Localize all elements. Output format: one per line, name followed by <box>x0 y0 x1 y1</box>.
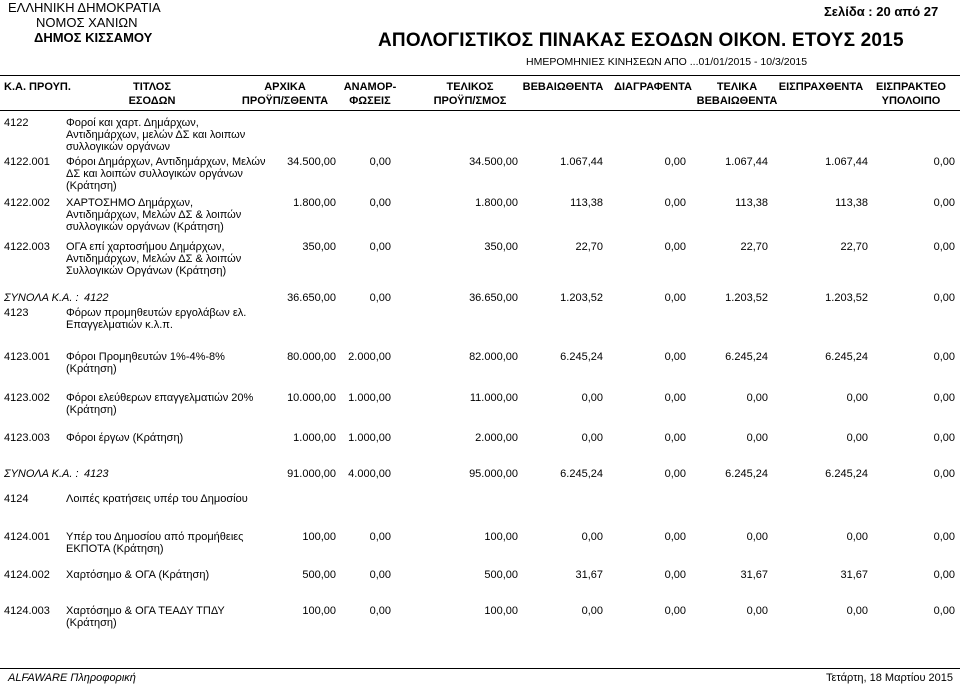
cell-remaining: 0,00 <box>933 292 955 304</box>
cell-certified: 0,00 <box>581 531 603 543</box>
cell-remaining: 0,00 <box>933 531 955 543</box>
cell-collected: 1.067,44 <box>825 156 868 168</box>
cell-adjustments: 0,00 <box>369 197 391 209</box>
cell-certified: 0,00 <box>581 605 603 617</box>
row-code: 4124.002 <box>4 569 50 581</box>
row-description: Λοιπές κρατήσεις υπέρ του Δημοσίου <box>66 493 248 505</box>
row-description: Υπέρ του Δημοσίου από προμήθειες ΕΚΠΟΤΑ (Κράτηση) <box>66 531 244 555</box>
col-initial-2: ΠΡΟΫΠ/ΣΘΕΝΤΑ <box>241 95 329 107</box>
total-label: ΣΥΝΟΛΑ Κ.Α. : <box>4 468 79 480</box>
cell-final: 1.800,00 <box>475 197 518 209</box>
cell-remaining: 0,00 <box>933 392 955 404</box>
col-title-1: ΤΙΤΛΟΣ <box>133 81 171 93</box>
row-description: ΧΑΡΤΟΣΗΜΟ Δημάρχων, Αντιδημάρχων, Μελών ΔΣ & λοιπών συλλογικών οργάνων (Κράτηση) <box>66 197 242 233</box>
cell-initial: 36.650,00 <box>287 292 336 304</box>
prefecture-label: ΝΟΜΟΣ ΧΑΝΙΩΝ <box>36 15 138 30</box>
cell-collected: 1.203,52 <box>825 292 868 304</box>
cell-collected: 6.245,24 <box>825 468 868 480</box>
cell-initial: 34.500,00 <box>287 156 336 168</box>
cell-final-certified: 0,00 <box>746 605 768 617</box>
cell-remaining: 0,00 <box>933 156 955 168</box>
col-final-1: ΤΕΛΙΚΟΣ <box>446 81 494 93</box>
header-top-rule <box>0 75 960 76</box>
cell-initial: 100,00 <box>302 605 336 617</box>
cell-collected: 0,00 <box>846 432 868 444</box>
cell-certified: 6.245,24 <box>560 468 603 480</box>
row-code: 4122 <box>4 117 29 129</box>
header-bottom-rule <box>0 110 960 111</box>
cell-deleted: 0,00 <box>664 432 686 444</box>
cell-deleted: 0,00 <box>664 569 686 581</box>
cell-deleted: 0,00 <box>664 468 686 480</box>
cell-remaining: 0,00 <box>933 241 955 253</box>
cell-initial: 10.000,00 <box>287 392 336 404</box>
cell-final-certified: 1.067,44 <box>725 156 768 168</box>
cell-remaining: 0,00 <box>933 351 955 363</box>
row-code: 4122.003 <box>4 241 50 253</box>
cell-collected: 113,38 <box>835 197 868 209</box>
col-final-cert-1: ΤΕΛΙΚΑ <box>716 81 758 93</box>
cell-certified: 1.203,52 <box>560 292 603 304</box>
cell-deleted: 0,00 <box>664 351 686 363</box>
cell-adjustments: 1.000,00 <box>348 392 391 404</box>
cell-initial: 500,00 <box>302 569 336 581</box>
cell-final-certified: 0,00 <box>746 432 768 444</box>
cell-final-certified: 31,67 <box>740 569 768 581</box>
row-code: 4123.002 <box>4 392 50 404</box>
col-remaining-2: ΥΠΟΛΟΙΠΟ <box>881 95 941 107</box>
row-description: Φόροι ελεύθερων επαγγελματιών 20% (Κράτηση) <box>66 392 254 416</box>
cell-collected: 0,00 <box>846 392 868 404</box>
cell-initial: 1.800,00 <box>293 197 336 209</box>
cell-final: 2.000,00 <box>475 432 518 444</box>
cell-final: 500,00 <box>484 569 518 581</box>
row-code: 4123.003 <box>4 432 50 444</box>
cell-remaining: 0,00 <box>933 432 955 444</box>
cell-final: 36.650,00 <box>469 292 518 304</box>
row-description: Φόροι Δημάρχων, Αντιδημάρχων, Μελών ΔΣ και λοιπών συλλογικών οργάνων (Κράτηση) <box>66 156 266 192</box>
cell-deleted: 0,00 <box>664 392 686 404</box>
cell-initial: 1.000,00 <box>293 432 336 444</box>
cell-deleted: 0,00 <box>664 241 686 253</box>
col-certified: ΒΕΒΑΙΩΘΕΝΤΑ <box>522 81 604 93</box>
cell-final: 100,00 <box>484 531 518 543</box>
cell-deleted: 0,00 <box>664 197 686 209</box>
cell-final-certified: 0,00 <box>746 392 768 404</box>
col-adjust-2: ΦΩΣΕΙΣ <box>349 95 391 107</box>
cell-adjustments: 0,00 <box>369 569 391 581</box>
cell-certified: 6.245,24 <box>560 351 603 363</box>
col-final-cert-2: ΒΕΒΑΙΩΘΕΝΤΑ <box>696 95 778 107</box>
cell-adjustments: 2.000,00 <box>348 351 391 363</box>
cell-final: 100,00 <box>484 605 518 617</box>
page-number: Σελίδα : 20 από 27 <box>824 4 939 19</box>
row-code: 4124.003 <box>4 605 50 617</box>
row-description: Χαρτόσημο & ΟΓΑ (Κράτηση) <box>66 569 210 581</box>
row-description: Φόροι έργων (Κράτηση) <box>66 432 184 444</box>
cell-final-certified: 113,38 <box>735 197 768 209</box>
row-code: 4124 <box>4 493 29 505</box>
cell-certified: 22,70 <box>575 241 603 253</box>
page-title: ΑΠΟΛΟΓΙΣΤΙΚΟΣ ΠΙΝΑΚΑΣ ΕΣΟΔΩΝ ΟΙΚΟΝ. ΕΤΟΥΣ 2015 <box>378 30 904 51</box>
cell-final-certified: 6.245,24 <box>725 468 768 480</box>
row-code: 4122.002 <box>4 197 50 209</box>
date-range: ΗΜΕΡΟΜΗΝΙΕΣ ΚΙΝΗΣΕΩΝ ΑΠΟ ...01/01/2015 - 10/3/2015 <box>526 56 808 68</box>
row-description: Φοροί και χαρτ. Δημάρχων, Αντιδημάρχων, μελών ΔΣ και λοιπων συλλογικών οργάνων <box>66 117 246 153</box>
footer-date: Τετάρτη, 18 Μαρτίου 2015 <box>826 672 954 684</box>
cell-adjustments: 0,00 <box>369 292 391 304</box>
cell-final: 95.000,00 <box>469 468 518 480</box>
row-code: 4124.001 <box>4 531 50 543</box>
total-label: ΣΥΝΟΛΑ Κ.Α. : <box>4 292 79 304</box>
cell-adjustments: 0,00 <box>369 531 391 543</box>
cell-final: 34.500,00 <box>469 156 518 168</box>
col-remaining-1: ΕΙΣΠΡΑΚΤΕΟ <box>876 81 946 93</box>
total-code: 4123 <box>84 468 109 480</box>
row-description: Χαρτόσημο & ΟΓΑ ΤΕΑΔΥ ΤΠΔΥ (Κράτηση) <box>66 605 225 629</box>
cell-final: 11.000,00 <box>469 392 518 404</box>
cell-adjustments: 0,00 <box>369 156 391 168</box>
col-initial-1: ΑΡΧΙΚΑ <box>264 81 306 93</box>
cell-final-certified: 0,00 <box>746 531 768 543</box>
cell-final-certified: 6.245,24 <box>725 351 768 363</box>
col-title-2: ΕΣΟΔΩΝ <box>128 95 176 107</box>
cell-collected: 0,00 <box>846 531 868 543</box>
row-code: 4123 <box>4 307 29 319</box>
cell-remaining: 0,00 <box>933 569 955 581</box>
row-description: ΟΓΑ επί χαρτοσήμου Δημάρχων, Αντιδημάρχων, Μελών ΔΣ & λοιπών Συλλογικών Οργάνων (Κράτηση) <box>66 241 242 277</box>
col-final-2: ΠΡΟΫΠ/ΣΜΟΣ <box>433 95 507 107</box>
cell-adjustments: 1.000,00 <box>348 432 391 444</box>
cell-initial: 80.000,00 <box>287 351 336 363</box>
col-adjust-1: ΑΝΑΜΟΡ- <box>343 81 397 93</box>
row-code: 4122.001 <box>4 156 50 168</box>
cell-certified: 31,67 <box>575 569 603 581</box>
cell-adjustments: 0,00 <box>369 241 391 253</box>
cell-collected: 0,00 <box>846 605 868 617</box>
row-description: Φόροι Προμηθευτών 1%-4%-8% (Κράτηση) <box>66 351 225 375</box>
row-code: 4123.001 <box>4 351 50 363</box>
cell-initial: 100,00 <box>302 531 336 543</box>
footer-rule <box>0 668 960 669</box>
cell-adjustments: 4.000,00 <box>348 468 391 480</box>
cell-collected: 22,70 <box>840 241 868 253</box>
cell-deleted: 0,00 <box>664 292 686 304</box>
col-deleted: ΔΙΑΓΡΑΦΕΝΤΑ <box>614 81 692 93</box>
cell-remaining: 0,00 <box>933 468 955 480</box>
footer-vendor: ALFAWARE Πληροφορική <box>8 672 136 684</box>
cell-deleted: 0,00 <box>664 156 686 168</box>
cell-certified: 113,38 <box>570 197 603 209</box>
cell-certified: 0,00 <box>581 432 603 444</box>
republic-label: ΕΛΛΗΝΙΚΗ ΔΗΜΟΚΡΑΤΙΑ <box>8 0 161 15</box>
cell-collected: 31,67 <box>840 569 868 581</box>
cell-deleted: 0,00 <box>664 531 686 543</box>
cell-certified: 0,00 <box>581 392 603 404</box>
cell-remaining: 0,00 <box>933 197 955 209</box>
col-code: Κ.Α. ΠΡΟΥΠ. <box>4 81 71 93</box>
cell-collected: 6.245,24 <box>825 351 868 363</box>
total-code: 4122 <box>84 292 109 304</box>
cell-final: 350,00 <box>484 241 518 253</box>
municipality-label: ΔΗΜΟΣ ΚΙΣΣΑΜΟΥ <box>34 30 153 45</box>
col-collected: ΕΙΣΠΡΑΧΘΕΝΤΑ <box>778 81 864 93</box>
cell-initial: 350,00 <box>302 241 336 253</box>
row-description: Φόρων προμηθευτών εργολάβων ελ. Επαγγελματιών κ.λ.π. <box>66 307 247 331</box>
cell-deleted: 0,00 <box>664 605 686 617</box>
cell-final: 82.000,00 <box>469 351 518 363</box>
cell-remaining: 0,00 <box>933 605 955 617</box>
cell-initial: 91.000,00 <box>287 468 336 480</box>
cell-final-certified: 1.203,52 <box>725 292 768 304</box>
cell-certified: 1.067,44 <box>560 156 603 168</box>
cell-adjustments: 0,00 <box>369 605 391 617</box>
cell-final-certified: 22,70 <box>740 241 768 253</box>
